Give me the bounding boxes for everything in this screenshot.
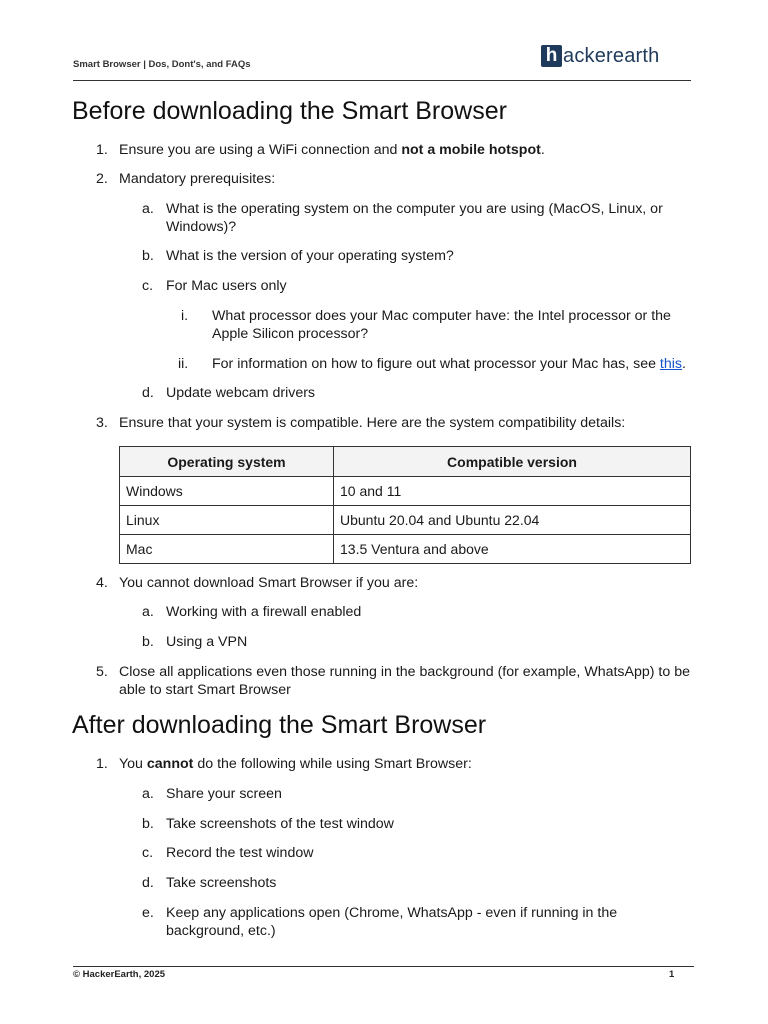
hackerearth-logo bbox=[541, 44, 660, 68]
list-item-mac-users: For Mac users only bbox=[166, 278, 287, 294]
table-header-row bbox=[120, 447, 691, 477]
table-row bbox=[120, 506, 691, 535]
table-cell: Mac bbox=[120, 535, 334, 564]
table-row bbox=[120, 535, 691, 564]
item-line: background, etc.) bbox=[166, 922, 276, 939]
list-letter: c. bbox=[142, 845, 154, 861]
item-line: able to start Smart Browser bbox=[119, 681, 291, 698]
list-letter: b. bbox=[142, 248, 154, 264]
list-number: 2. bbox=[96, 171, 108, 187]
header-divider bbox=[73, 80, 691, 81]
list-item-os bbox=[166, 201, 663, 236]
list-item-apps-open bbox=[166, 905, 617, 940]
table-row bbox=[120, 477, 691, 506]
table-cell: 13.5 Ventura and above bbox=[334, 535, 691, 564]
item-text: . bbox=[682, 356, 686, 372]
item-text: For information on how to figure out what processor your Mac has, see bbox=[212, 356, 660, 372]
list-letter: d. bbox=[142, 385, 154, 401]
item-text: do the following while using Smart Browser: bbox=[193, 756, 472, 772]
table-cell: Ubuntu 20.04 and Ubuntu 22.04 bbox=[334, 506, 691, 535]
item-line: Apple Silicon processor? bbox=[212, 325, 369, 342]
list-number: 4. bbox=[96, 575, 108, 591]
list-letter: b. bbox=[142, 634, 154, 650]
list-roman: ii. bbox=[178, 356, 189, 372]
item-line: Keep any applications open (Chrome, WhatsApp - even if running in the bbox=[166, 905, 618, 921]
list-item-firewall: Working with a firewall enabled bbox=[166, 604, 362, 620]
list-item-webcam: Update webcam drivers bbox=[166, 385, 316, 401]
list-item-record: Record the test window bbox=[166, 845, 314, 861]
item-text: Ensure you are using a WiFi connection and bbox=[119, 142, 402, 158]
table-cell: 10 and 11 bbox=[334, 477, 691, 506]
item-line: Windows)? bbox=[166, 218, 237, 235]
list-letter: b. bbox=[142, 816, 154, 832]
list-item-cannot-do bbox=[119, 756, 472, 774]
list-number: 1. bbox=[96, 142, 108, 158]
item-text: . bbox=[540, 142, 545, 158]
table-header-cell: Compatible version bbox=[334, 447, 691, 477]
list-item-compat: Ensure that your system is compatible. Here are the system compatibility details: bbox=[119, 415, 626, 431]
list-item-vpn: Using a VPN bbox=[166, 634, 248, 650]
list-item-processor-info bbox=[212, 356, 686, 374]
footer-copyright: © HackerEarth, 2025 bbox=[73, 969, 166, 980]
footer-page-number: 1 bbox=[669, 969, 675, 980]
list-number: 5. bbox=[96, 664, 108, 680]
list-item-screenshots: Take screenshots bbox=[166, 875, 277, 891]
this-link[interactable]: this bbox=[659, 356, 682, 372]
table-cell: Linux bbox=[120, 506, 334, 535]
list-letter: e. bbox=[142, 905, 154, 921]
list-item-wifi bbox=[119, 142, 545, 160]
list-number: 1. bbox=[96, 756, 108, 772]
list-item-share-screen: Share your screen bbox=[166, 786, 282, 802]
list-item-screenshots-window: Take screenshots of the test window bbox=[166, 816, 394, 832]
list-item-cannot-download: You cannot download Smart Browser if you are: bbox=[119, 575, 419, 591]
list-item-prereqs: Mandatory prerequisites: bbox=[119, 171, 276, 187]
table-cell: Windows bbox=[120, 477, 334, 506]
item-text: You bbox=[119, 756, 147, 772]
table-header-cell: Operating system bbox=[120, 447, 334, 477]
list-item-close-apps bbox=[119, 664, 690, 699]
list-letter: a. bbox=[142, 604, 154, 620]
list-letter: a. bbox=[142, 786, 154, 802]
logo-mark: h bbox=[541, 45, 562, 67]
item-line: What is the operating system on the computer you are using (MacOS, Linux, or bbox=[166, 201, 663, 217]
list-item-processor bbox=[212, 308, 671, 343]
item-line: What processor does your Mac computer have: the Intel processor or the bbox=[212, 308, 671, 324]
item-text-bold: cannot bbox=[146, 756, 194, 772]
footer-divider bbox=[73, 966, 694, 967]
list-roman: i. bbox=[181, 308, 189, 324]
compatibility-table bbox=[119, 446, 691, 564]
list-letter: d. bbox=[142, 875, 154, 891]
item-text-bold: not a mobile hotspot bbox=[401, 142, 541, 158]
list-letter: c. bbox=[142, 278, 154, 294]
section-heading-before: Before downloading the Smart Browser bbox=[72, 97, 507, 125]
logo-text: ackerearth bbox=[563, 44, 660, 67]
list-item-os-version: What is the version of your operating system? bbox=[166, 248, 454, 264]
list-letter: a. bbox=[142, 201, 154, 217]
header-doc-title: Smart Browser | Dos, Dont's, and FAQs bbox=[73, 59, 251, 70]
section-heading-after: After downloading the Smart Browser bbox=[72, 711, 487, 739]
list-number: 3. bbox=[96, 415, 108, 431]
item-line: Close all applications even those running in the background (for example, WhatsApp) to be bbox=[119, 664, 690, 680]
